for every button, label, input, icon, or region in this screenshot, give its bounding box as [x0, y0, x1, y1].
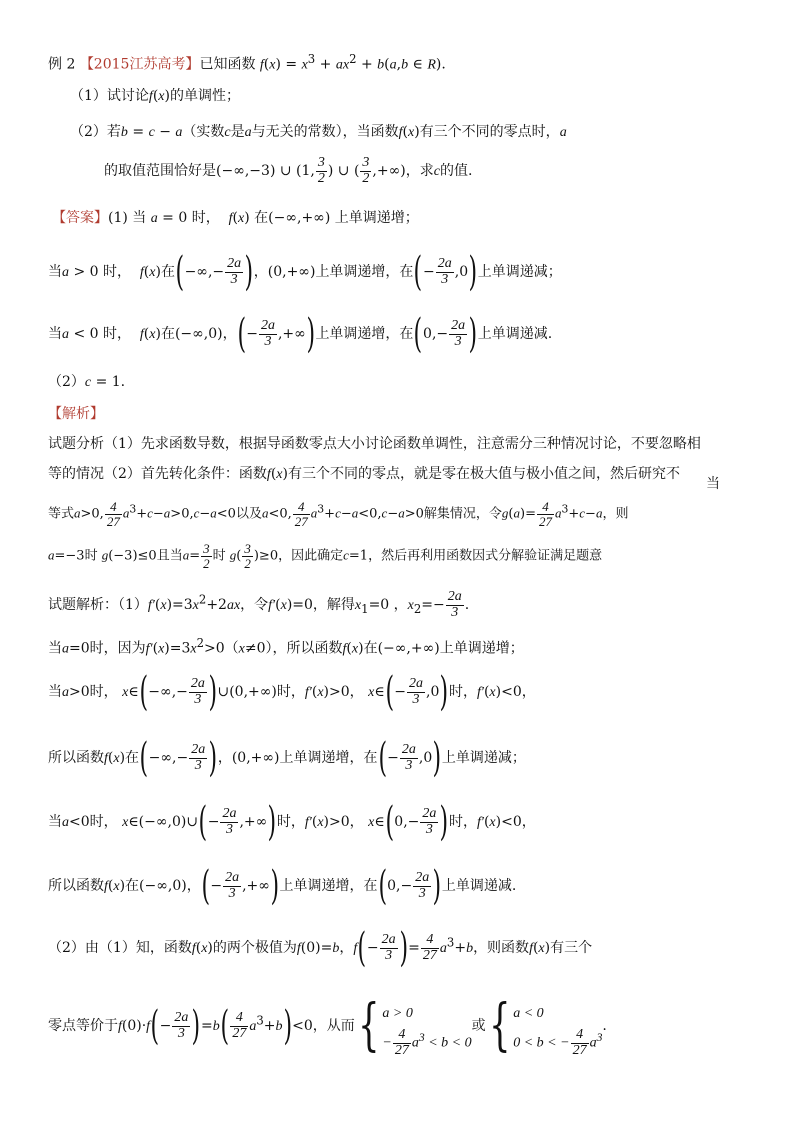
analysis-p2-tail: 当 [706, 476, 720, 492]
solution-3: 当a>0时， x∈(−∞,− $\frac{2a}{3}$ )∪(0,+∞)时，f′(x)>0， x∈(− $\frac{2a}{3}$ ,0)时，f′(x)<0， [48, 669, 536, 715]
question-2: （2）若b = c − a（实数c是a与无关的常数），当函数f(x)有三个不同的零点时，a [70, 124, 567, 140]
analysis-p3: 等式a>0, $\frac{4}{27}$ $a^3+c-a>0,c-a<0$以及a<0, $\frac{4}{27}$ $a^3+c-a<0,c-a>0$解集情况，令g(a)= $\frac{4}{27}$ $a^3+c-a$，则 [48, 499, 629, 529]
solution-7: （2）由（1）知，函数f(x)的两个极值为f(0)=b，f(− $\frac{2a}{3}$ )= $\frac{4}{27}$ $a^3+b$，则函数f(x)有三个 [48, 925, 593, 971]
solution-1: 试题解析：$(1)f'(x)=3x^2+2ax$，令f′(x)=0，解得$x_1=0$ ，$x_2=-$ $\frac{2a}{3}$ . [48, 589, 470, 620]
source-tag: 【2015江苏高考】 [79, 56, 200, 73]
analysis-p2: 等的情况（2）首先转化条件：函数f(x)有三个不同的零点，就是零在极大值与极小值之间，然后研究不 [48, 466, 680, 482]
solution-8: 零点等价于f(0)·f(− $\frac{2a}{3}$ )=b( $\frac{4}{27}$ $a^3+b)<0$，从而{ a > 0 − $\frac{4}{27}$ $a^3 < b < 0$ 或{ a < 0 0 < b < − $\frac{4}{27}$ $a^3$ . [48, 993, 607, 1058]
analysis-label: 【解析】 [48, 406, 104, 422]
question-2-range: 的取值范围恰好是(−∞,−3) ∪ (1, $\frac{3}{2}$ ) ∪ ( $\frac{3}{2}$ ,+∞)，求c的值. [104, 155, 473, 186]
answer-label: 【答案】 [52, 210, 108, 226]
solution-2: 当a=0时，因为$f'(x)=3x^2>0(x\ne 0)$，所以函数f(x)在(−∞,+∞)上单调递增； [48, 636, 524, 657]
solution-5: 当a<0时， x∈(−∞,0)∪(− $\frac{2a}{3}$ ,+∞)时，f′(x)>0， x∈(0,− $\frac{2a}{3}$ )时，f′(x)<0， [48, 799, 536, 845]
answer-line-1: 【答案】(1) 当 a = 0 时， f(x) 在(−∞,+∞) 上单调递增； [52, 210, 419, 226]
question-1: （1）试讨论f(x)的单调性； [70, 88, 240, 104]
answer-part-2: （2）c = 1. [48, 374, 126, 390]
answer-line-3: 当a < 0 时， f(x)在(−∞,0)，(− $\frac{2a}{3}$ ,+∞)上单调递增，在(0,− $\frac{2a}{3}$ )上单调递减. [48, 311, 553, 357]
example-label: 例 2 [48, 56, 76, 73]
analysis-p1: 试题分析（1）先求函数导数，根据导函数零点大小讨论函数单调性，注意需分三种情况讨论，不要忽略相 [48, 436, 701, 452]
solution-4: 所以函数f(x)在(−∞,− $\frac{2a}{3}$ )，(0,+∞)上单调递增，在(− $\frac{2a}{3}$ ,0)上单调递减； [48, 735, 526, 781]
answer-line-2: 当a > 0 时， f(x)在(−∞,− $\frac{2a}{3}$ )，(0,+∞)上单调递增，在(− $\frac{2a}{3}$ ,0)上单调递减； [48, 249, 562, 295]
problem-line-1: 例 2 【2015江苏高考】已知函数 $f(x) = x^3 + ax^2 + b(a,b$ ∈ R). [48, 52, 446, 73]
analysis-p4: a=−3时 g(−3)≤0且当a= $\frac{3}{2}$ 时 g( $\frac{3}{2}$ )≥0，因此确定c=1，然后再利用函数因式分解验证满足题意 [48, 541, 603, 571]
solution-6: 所以函数f(x)在(−∞,0)，(− $\frac{2a}{3}$ ,+∞)上单调递增，在(0,− $\frac{2a}{3}$ )上单调递减. [48, 863, 517, 909]
